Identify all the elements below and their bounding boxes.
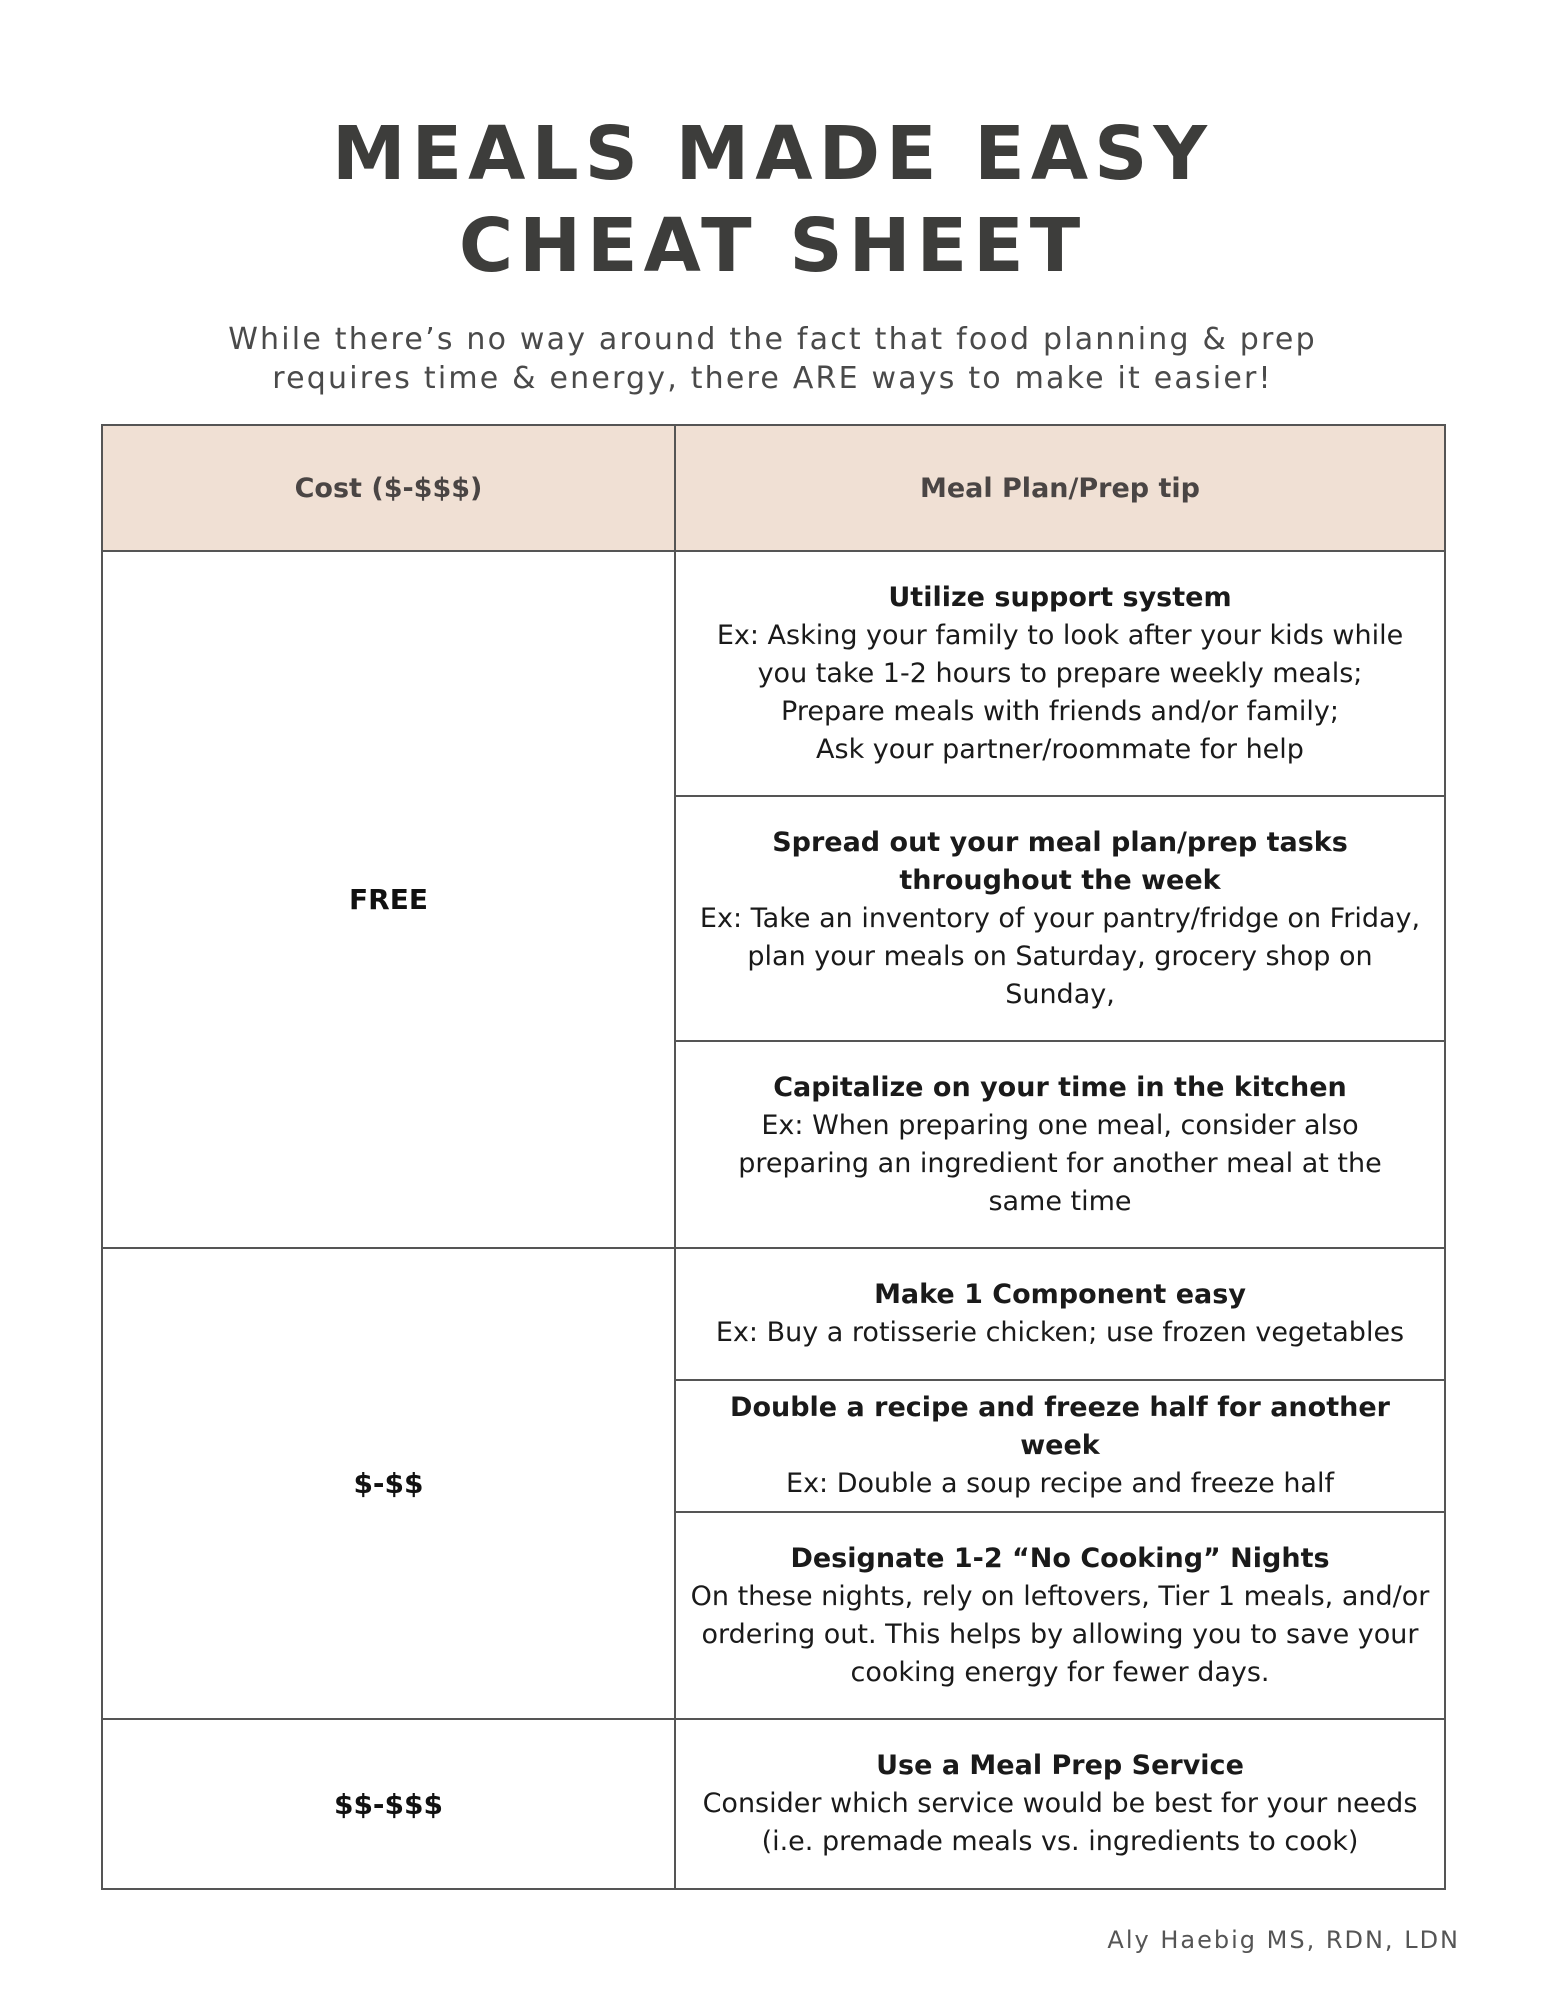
table-row (102, 1248, 1445, 1380)
tip-spread-tasks (675, 796, 1445, 1041)
tip-double-recipe (675, 1380, 1445, 1512)
table-row (102, 1719, 1445, 1889)
tip-heading: Double a recipe and freeze half for another week (730, 1392, 1390, 1461)
cost-high: $$-$$$ (102, 1719, 675, 1889)
tip-heading: Designate 1-2 “No Cooking” Nights (790, 1542, 1330, 1574)
tip-body: Ex: Buy a rotisserie chicken; use frozen vegetables (715, 1317, 1405, 1348)
header-cost: Cost ($-$$$) (102, 425, 675, 551)
tip-heading: Utilize support system (888, 581, 1232, 613)
tip-meal-prep-service (675, 1719, 1445, 1889)
tip-heading: Make 1 Component easy (874, 1279, 1246, 1310)
tip-no-cooking-nights (675, 1512, 1445, 1719)
tip-capitalize-time (675, 1041, 1445, 1248)
tip-heading: Spread out your meal plan/prep tasks throughout the week (772, 826, 1348, 896)
subtitle (0, 320, 1545, 398)
cost-low: $-$$ (102, 1248, 675, 1719)
tip-body: Ex: Asking your family to look after your kids while you take 1-2 hours to prepare weekly meals; Prepare meals with friends and/or family; Ask your partner/roommate for help (716, 619, 1404, 765)
table-row (102, 551, 1445, 796)
subtitle-line-1: While there’s no way around the fact that food planning & prep (228, 322, 1317, 357)
subtitle-line-2: requires time & energy, there ARE ways to make it easier! (272, 361, 1273, 396)
tip-body: Consider which service would be best for your needs (i.e. premade meals vs. ingredients to cook) (702, 1788, 1418, 1857)
title-line-1: MEALS MADE EASY (331, 111, 1214, 197)
tip-body: On these nights, rely on leftovers, Tier 1 meals, and/or ordering out. This helps by allowing you to save your cooking energy for fewer days. (690, 1580, 1430, 1688)
tip-body: Ex: Take an inventory of your pantry/fridge on Friday, plan your meals on Saturday, grocery shop on Sunday, (699, 902, 1421, 1010)
tip-heading: Capitalize on your time in the kitchen (773, 1071, 1347, 1103)
header-tip: Meal Plan/Prep tip (675, 425, 1445, 551)
tip-body: Ex: When preparing one meal, consider also preparing an ingredient for another meal at the same time (738, 1109, 1382, 1217)
page-title (0, 108, 1545, 292)
tip-one-component (675, 1248, 1445, 1380)
title-line-2: CHEAT SHEET (458, 203, 1087, 289)
cost-free: FREE (102, 551, 675, 1248)
author-credit: Aly Haebig MS, RDN, LDN (1107, 1926, 1460, 1954)
tip-support-system (675, 551, 1445, 796)
tip-body: Ex: Double a soup recipe and freeze half (786, 1468, 1334, 1499)
tip-heading: Use a Meal Prep Service (876, 1750, 1244, 1781)
cheat-sheet-table (101, 424, 1446, 1890)
table-header-row (102, 425, 1445, 551)
